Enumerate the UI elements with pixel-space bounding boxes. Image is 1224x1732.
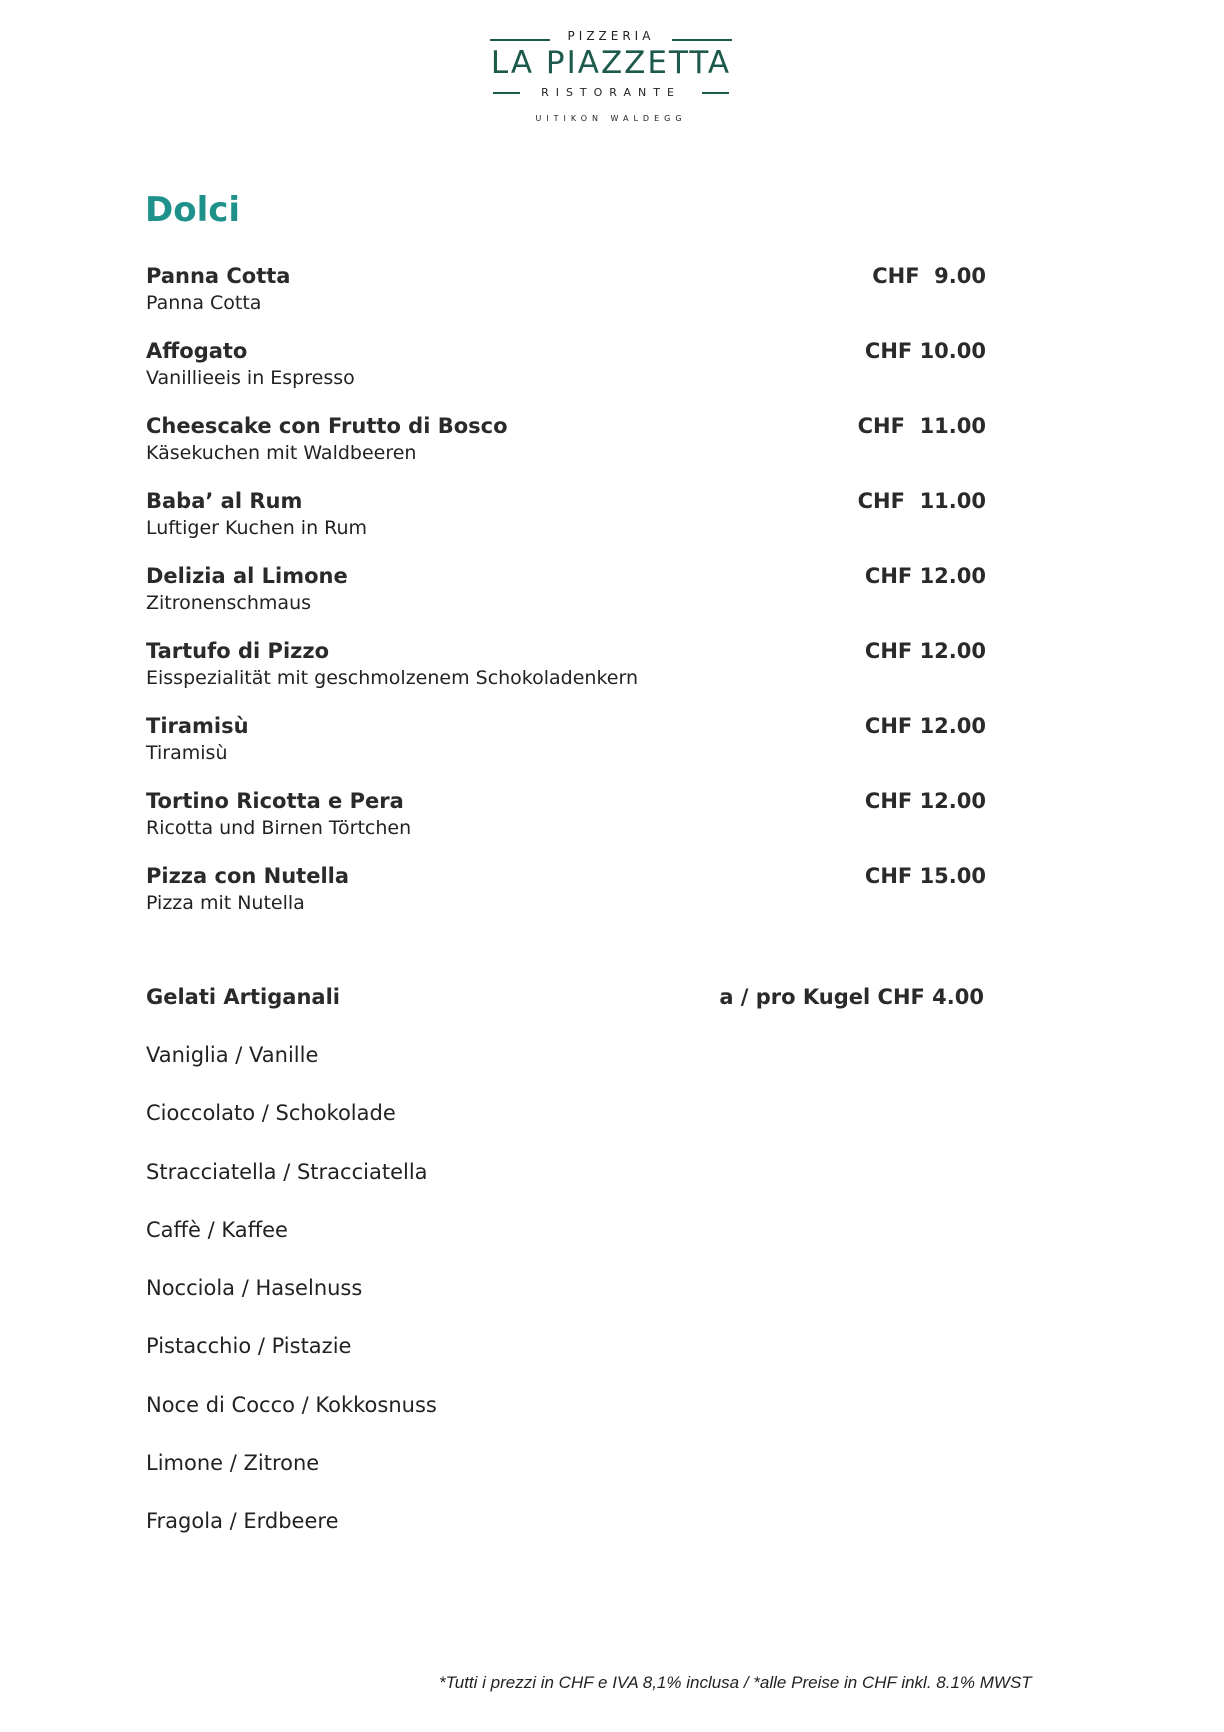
item-description: Vanillieeis in Espresso — [146, 367, 355, 389]
menu-item — [146, 262, 986, 337]
menu-item — [146, 562, 986, 637]
gelato-flavor: Fragola / Erdbeere — [146, 1509, 339, 1534]
item-description: Ricotta und Birnen Törtchen — [146, 817, 412, 839]
menu-item — [146, 787, 986, 862]
item-description: Zitronenschmaus — [146, 592, 312, 614]
menu-item — [146, 862, 986, 937]
gelato-flavor: Limone / Zitrone — [146, 1451, 320, 1476]
item-name: Delizia al Limone — [146, 564, 348, 588]
item-price: CHF 15.00 — [864, 864, 986, 888]
item-price: CHF 12.00 — [864, 789, 986, 813]
item-description: Pizza mit Nutella — [146, 892, 305, 914]
item-name: Affogato — [146, 339, 248, 363]
gelato-flavor: Caffè / Kaffee — [146, 1217, 288, 1242]
gelati-flavor-list — [146, 1040, 437, 1565]
item-price: CHF 12.00 — [864, 639, 986, 663]
section-title: Dolci — [145, 190, 241, 230]
item-name: Cheescake con Frutto di Bosco — [146, 414, 508, 438]
gelati-header — [146, 982, 984, 1012]
gelati-price: a / pro Kugel CHF 4.00 — [719, 985, 984, 1009]
item-name: Tortino Ricotta e Pera — [146, 789, 404, 813]
item-description: Luftiger Kuchen in Rum — [146, 517, 368, 539]
menu-item — [146, 337, 986, 412]
gelato-flavor: Nocciola / Haselnuss — [146, 1276, 363, 1301]
gelato-flavor: Cioccolato / Schokolade — [146, 1101, 396, 1126]
item-description: Eisspezialität mit geschmolzenem Schokoladenkern — [146, 667, 639, 689]
item-price: CHF 12.00 — [864, 714, 986, 738]
item-description: Panna Cotta — [146, 292, 262, 314]
gelati-title: Gelati Artiganali — [146, 985, 340, 1009]
menu-item — [146, 712, 986, 787]
item-price: CHF 10.00 — [864, 339, 986, 363]
item-description: Käsekuchen mit Waldbeeren — [146, 442, 417, 464]
item-price: CHF 9.00 — [872, 264, 986, 288]
gelato-flavor: Noce di Cocco / Kokkosnuss — [146, 1392, 437, 1417]
price-footnote: *Tutti i prezzi in CHF e IVA 8,1% inclusa / *alle Preise in CHF inkl. 8.1% MWST — [439, 1673, 1032, 1692]
gelato-flavor: Vaniglia / Vanille — [146, 1043, 319, 1067]
menu-item — [146, 487, 986, 562]
item-name: Tiramisù — [146, 714, 249, 738]
logo-name: LA PIAZZETTA — [490, 45, 732, 81]
logo-city: UITIKON WALDEGG — [535, 114, 687, 123]
restaurant-logo — [456, 26, 766, 131]
menu-item — [146, 637, 986, 712]
item-price: CHF 12.00 — [864, 564, 986, 588]
item-price: CHF 11.00 — [857, 414, 986, 438]
logo-ristorante: RISTORANTE — [541, 86, 681, 99]
item-description: Tiramisù — [146, 742, 228, 764]
gelato-flavor: Pistacchio / Pistazie — [146, 1334, 352, 1359]
item-name: Panna Cotta — [146, 264, 291, 288]
item-name: Tartufo di Pizzo — [146, 639, 330, 663]
menu-item — [146, 412, 986, 487]
item-price: CHF 11.00 — [857, 489, 986, 513]
item-name: Baba’ al Rum — [146, 489, 303, 513]
logo-pizzeria: PIZZERIA — [567, 29, 655, 43]
item-name: Pizza con Nutella — [146, 864, 350, 888]
dessert-list — [146, 262, 986, 937]
gelato-flavor: Stracciatella / Stracciatella — [146, 1159, 428, 1184]
